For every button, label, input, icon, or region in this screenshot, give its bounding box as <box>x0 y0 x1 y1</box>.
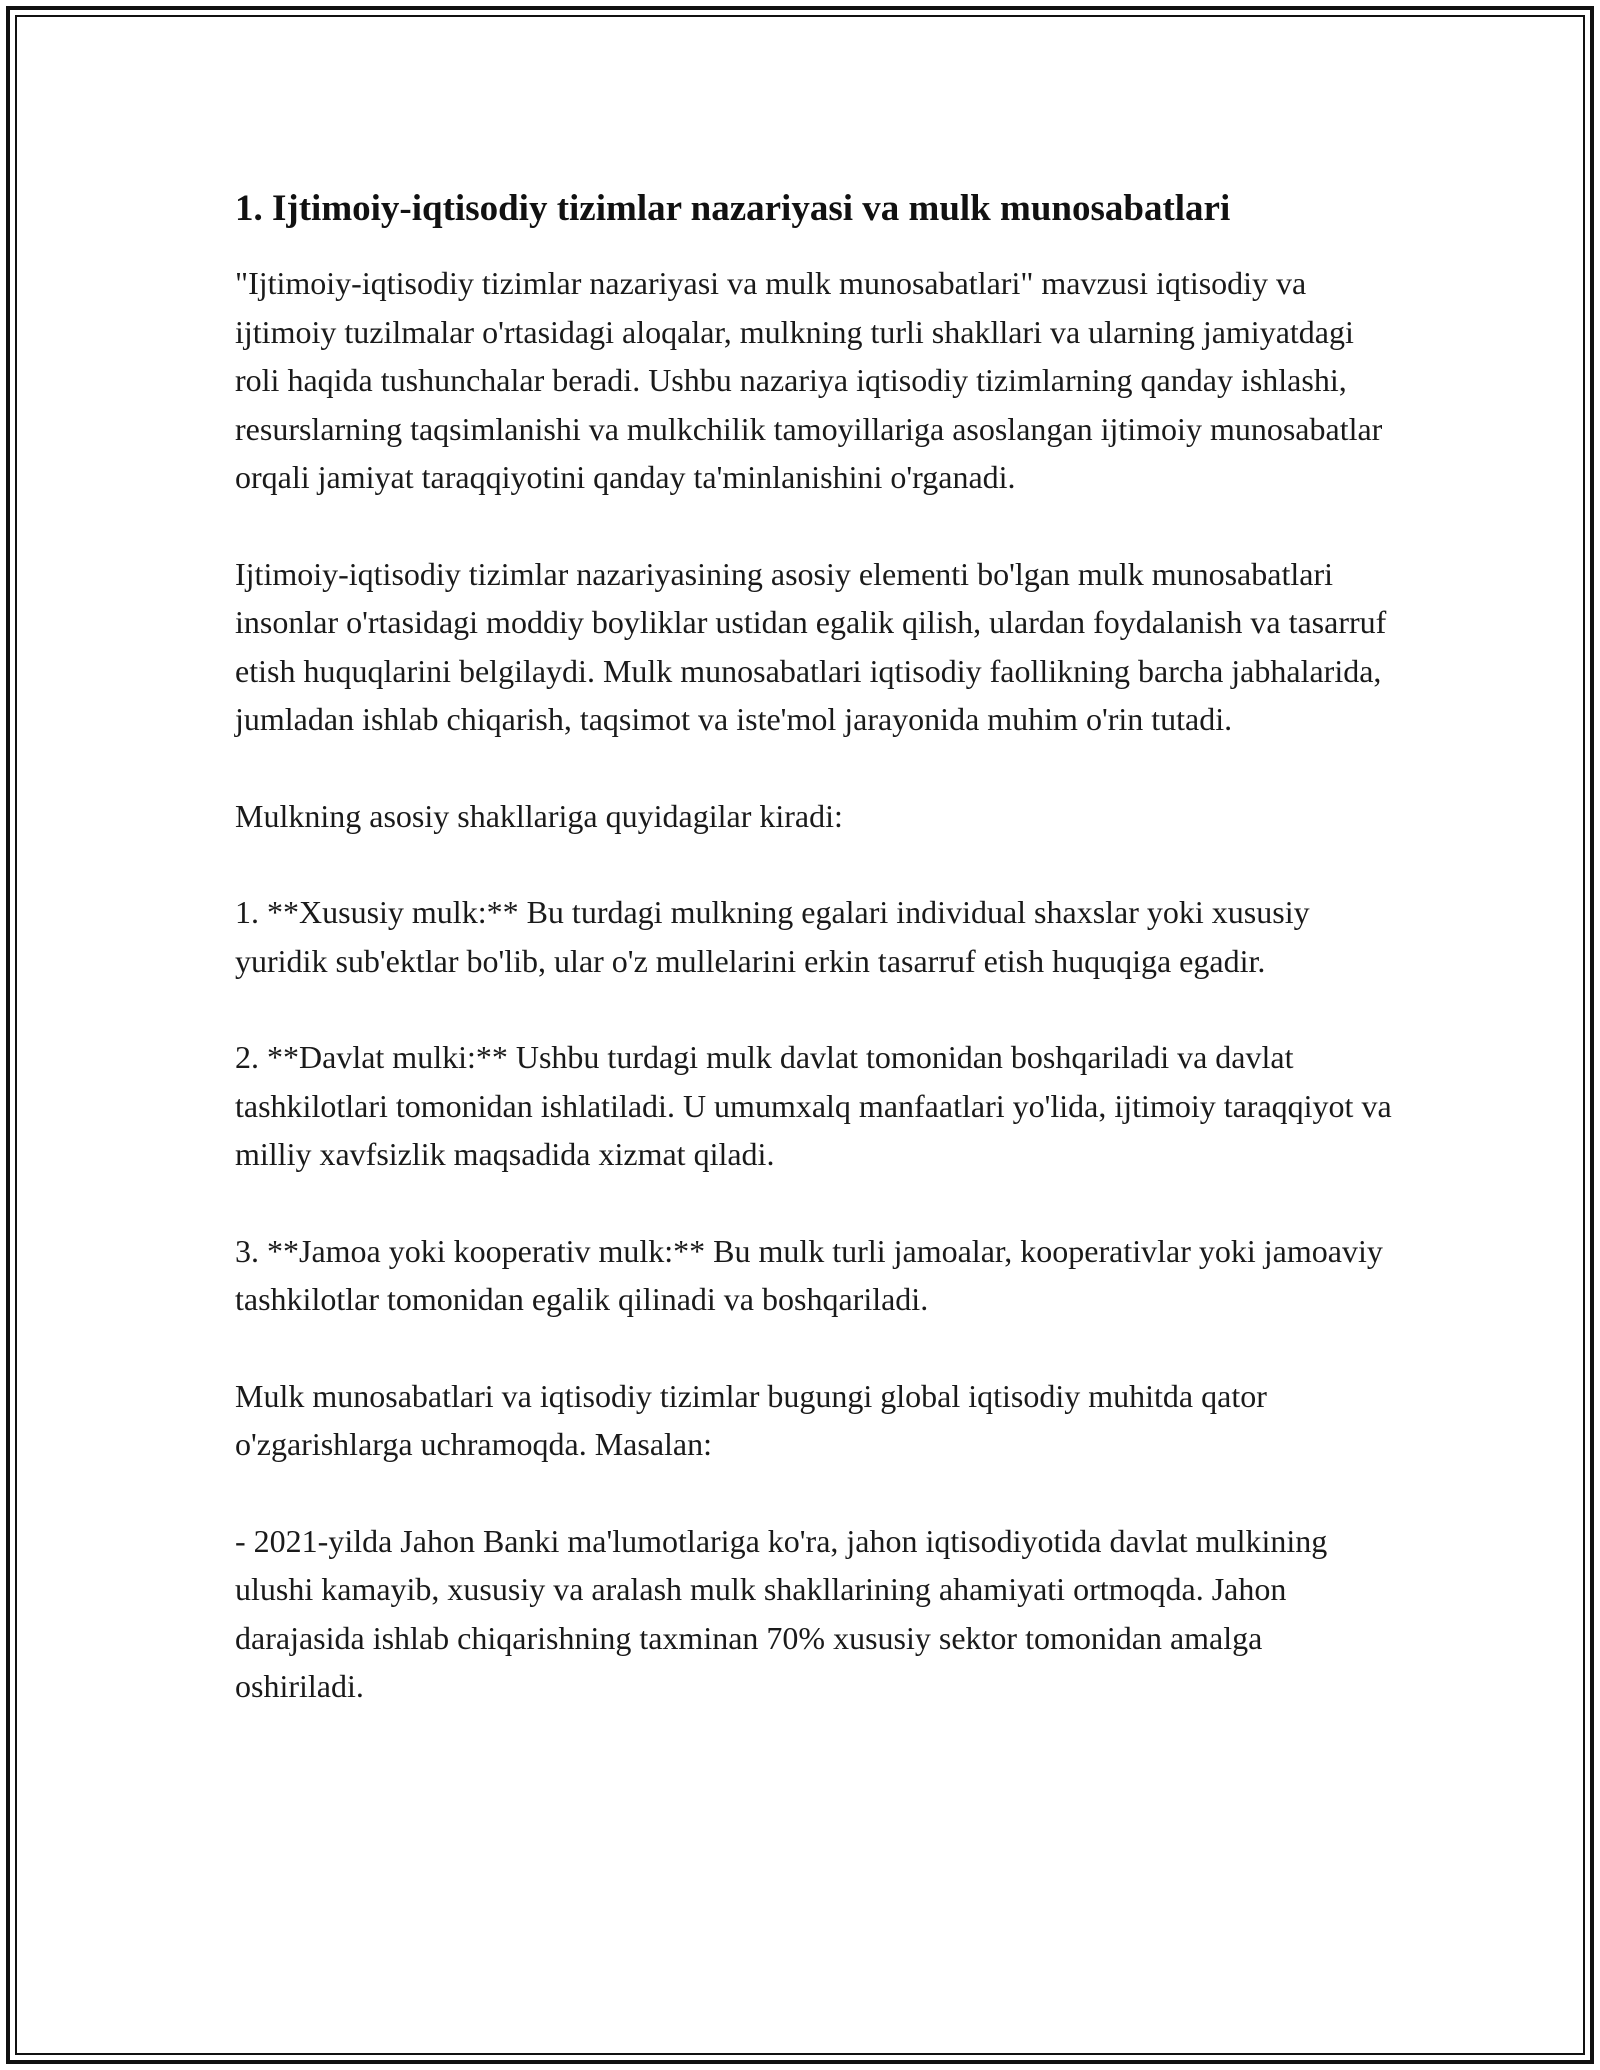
list-item-cooperative-property: 3. **Jamoa yoki kooperativ mulk:** Bu mulk turli jamoalar, kooperativlar yoki jamoaviy tashkilotlar tomonidan egalik qilinadi va boshqariladi. <box>235 1232 1383 1317</box>
list-item-private-property: 1. **Xususiy mulk:** Bu turdagi mulkning egalari individual shaxslar yoki xususiy yuridik sub'ektlar bo'lib, ular o'z mullelarini erkin tasarruf etish huquqiga egadir. <box>235 894 1310 979</box>
paragraph-property-relations: Ijtimoiy-iqtisodiy tizimlar nazariyasining asosiy elementi bo'lgan mulk munosabatlari insonlar o'rtasidagi moddiy boyliklar ustidan egalik qilish, ulardan foydalanish va tasarruf etish huquqlarini belgilaydi. Mulk munosabatlari iqtisodiy faollikning barcha jabhalarida, jumladan ishlab chiqarish, taqsimot va iste'mol jarayonida muhim o'rin tutadi. <box>235 555 1387 737</box>
list-item-world-bank: - 2021-yilda Jahon Banki ma'lumotlariga ko'ra, jahon iqtisodiyotida davlat mulkining ulushi kamayib, xususiy va aralash mulk shakllarining ahamiyati ortmoqda. Jahon darajasida ishlab chiqarishning taxminan 70% xususiy sektor tomonidan amalga oshiriladi. <box>235 1522 1328 1704</box>
paragraph-intro: "Ijtimoiy-iqtisodiy tizimlar nazariyasi va mulk munosabatlari" mavzusi iqtisodiy va ijtimoiy tuzilmalar o'rtasidagi aloqalar, mulkning turli shakllari va ularning jamiyatdagi roli haqida tushunchalar beradi. Ushbu nazariya iqtisodiy tizimlarning qanday ishlashi, resurslarning taqsimlanishi va mulkchilik tamoyillariga asoslangan ijtimoiy munosabatlar orqali jamiyat taraqqiyotini qanday ta'minlanishini o'rganadi. <box>235 265 1383 495</box>
list-item-state-property: 2. **Davlat mulki:** Ushbu turdagi mulk davlat tomonidan boshqariladi va davlat tashkilotlari tomonidan ishlatiladi. U umumxalq manfaatlari yo'lida, ijtimoiy taraqqiyot va milliy xavfsizlik maqsadida xizmat qiladi. <box>235 1039 1392 1172</box>
document-body <box>235 185 1395 1759</box>
paragraph-forms-intro: Mulkning asosiy shakllariga quyidagilar kiradi: <box>235 797 843 834</box>
document-title: 1. Ijtimoiy-iqtisodiy tizimlar nazariyasi va mulk munosabatlari <box>235 188 1231 229</box>
paragraph-changes: Mulk munosabatlari va iqtisodiy tizimlar bugungi global iqtisodiy muhitda qator o'zgarishlarga uchramoqda. Masalan: <box>235 1377 1267 1462</box>
